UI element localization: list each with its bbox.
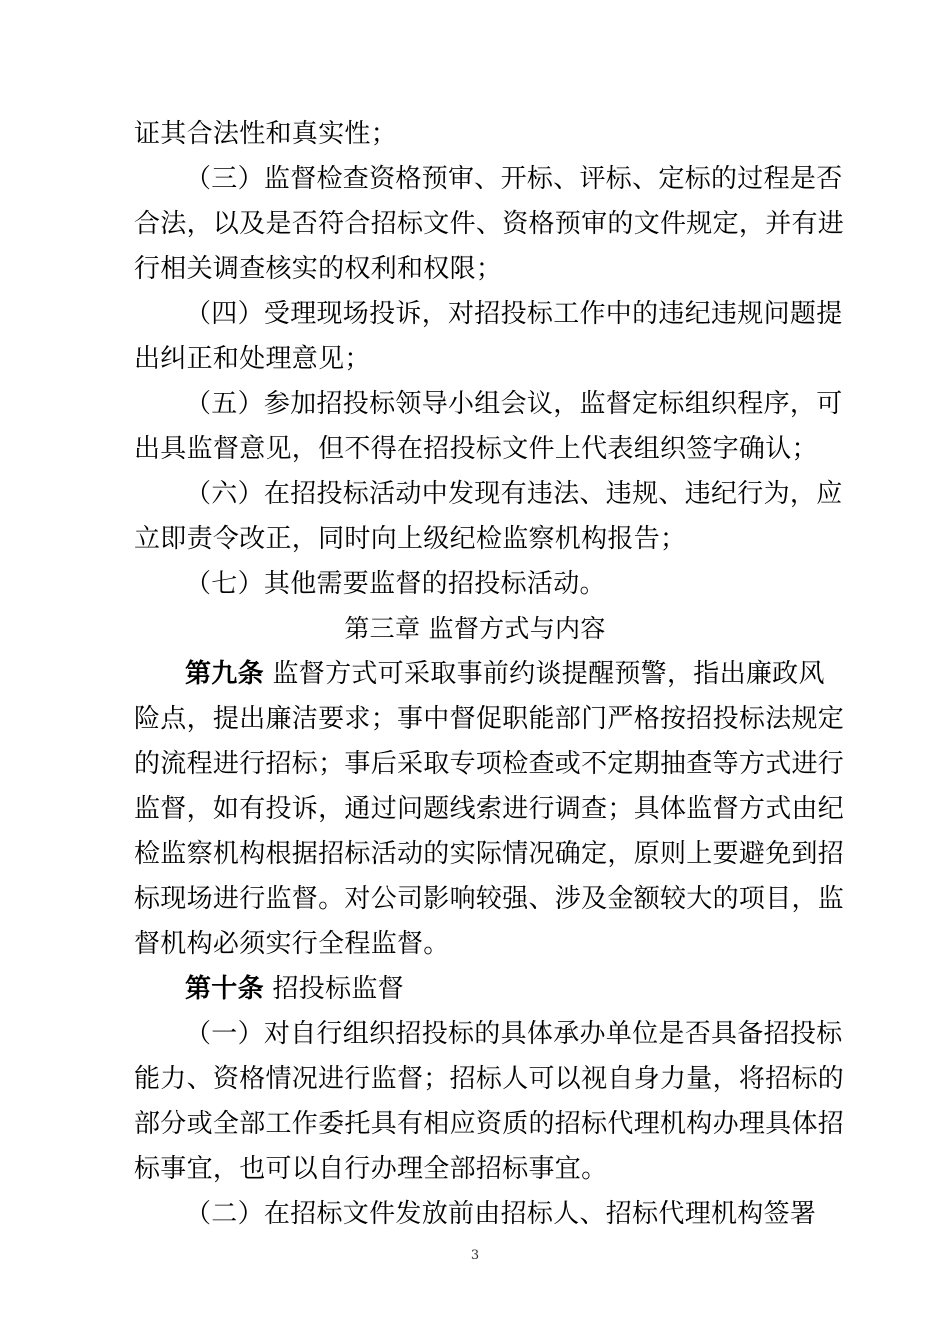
article-label: 第十条 (185, 974, 264, 1004)
list-item-4-line: （四）受理现场投诉，对招投标工作中的违纪违规问题提 (185, 299, 843, 329)
text-line: 出纠正和处理意见； (134, 344, 371, 374)
text-line: 证其合法性和真实性； (134, 119, 398, 149)
text-line: 监督，如有投诉，通过问题线索进行调查；具体监督方式由纪 (134, 794, 845, 824)
list-item-1-line: （一）对自行组织招投标的具体承办单位是否具备招投标 (185, 1019, 843, 1049)
page-number: 3 (470, 1248, 480, 1263)
list-item-6-line: （六）在招投标活动中发现有违法、违规、违纪行为，应 (185, 479, 843, 509)
text-line: 合法，以及是否符合招标文件、资格预审的文件规定，并有进 (134, 209, 845, 239)
list-item-3-line: （三）监督检查资格预审、开标、评标、定标的过程是否 (185, 164, 843, 194)
article-title: 招投标监督 (263, 974, 404, 1004)
article-9-first-line (185, 658, 825, 690)
text-line: 险点，提出廉洁要求；事中督促职能部门严格按招投标法规定 (134, 704, 845, 734)
text-line: 立即责令改正，同时向上级纪检监察机构报告； (134, 524, 687, 554)
list-item-7-line: （七）其他需要监督的招投标活动。 (185, 569, 606, 599)
list-item-5-line: （五）参加招投标领导小组会议，监督定标组织程序，可 (185, 389, 843, 419)
article-text: 监督方式可采取事前约谈提醒预警，指出廉政风 (263, 659, 825, 689)
article-label: 第九条 (185, 659, 264, 689)
list-item-2-line: （二）在招标文件发放前由招标人、招标代理机构签署 (185, 1199, 817, 1229)
text-line: 标现场进行监督。对公司影响较强、涉及金额较大的项目，监 (134, 884, 845, 914)
text-line: 标事宜，也可以自行办理全部招标事宜。 (134, 1154, 608, 1184)
text-line: 督机构必须实行全程监督。 (134, 929, 450, 959)
text-line: 检监察机构根据招标活动的实际情况确定，原则上要避免到招 (134, 839, 845, 869)
chapter-heading: 第三章 监督方式与内容 (344, 614, 606, 643)
text-line: 行相关调查核实的权利和权限； (134, 254, 503, 284)
text-line: 部分或全部工作委托具有相应资质的招标代理机构办理具体招 (134, 1109, 845, 1139)
text-line: 能力、资格情况进行监督；招标人可以视自身力量，将招标的 (134, 1064, 845, 1094)
text-line: 出具监督意见，但不得在招投标文件上代表组织签字确认； (134, 434, 818, 464)
text-line: 的流程进行招标；事后采取专项检查或不定期抽查等方式进行 (134, 749, 845, 779)
article-10-heading (185, 973, 825, 1005)
